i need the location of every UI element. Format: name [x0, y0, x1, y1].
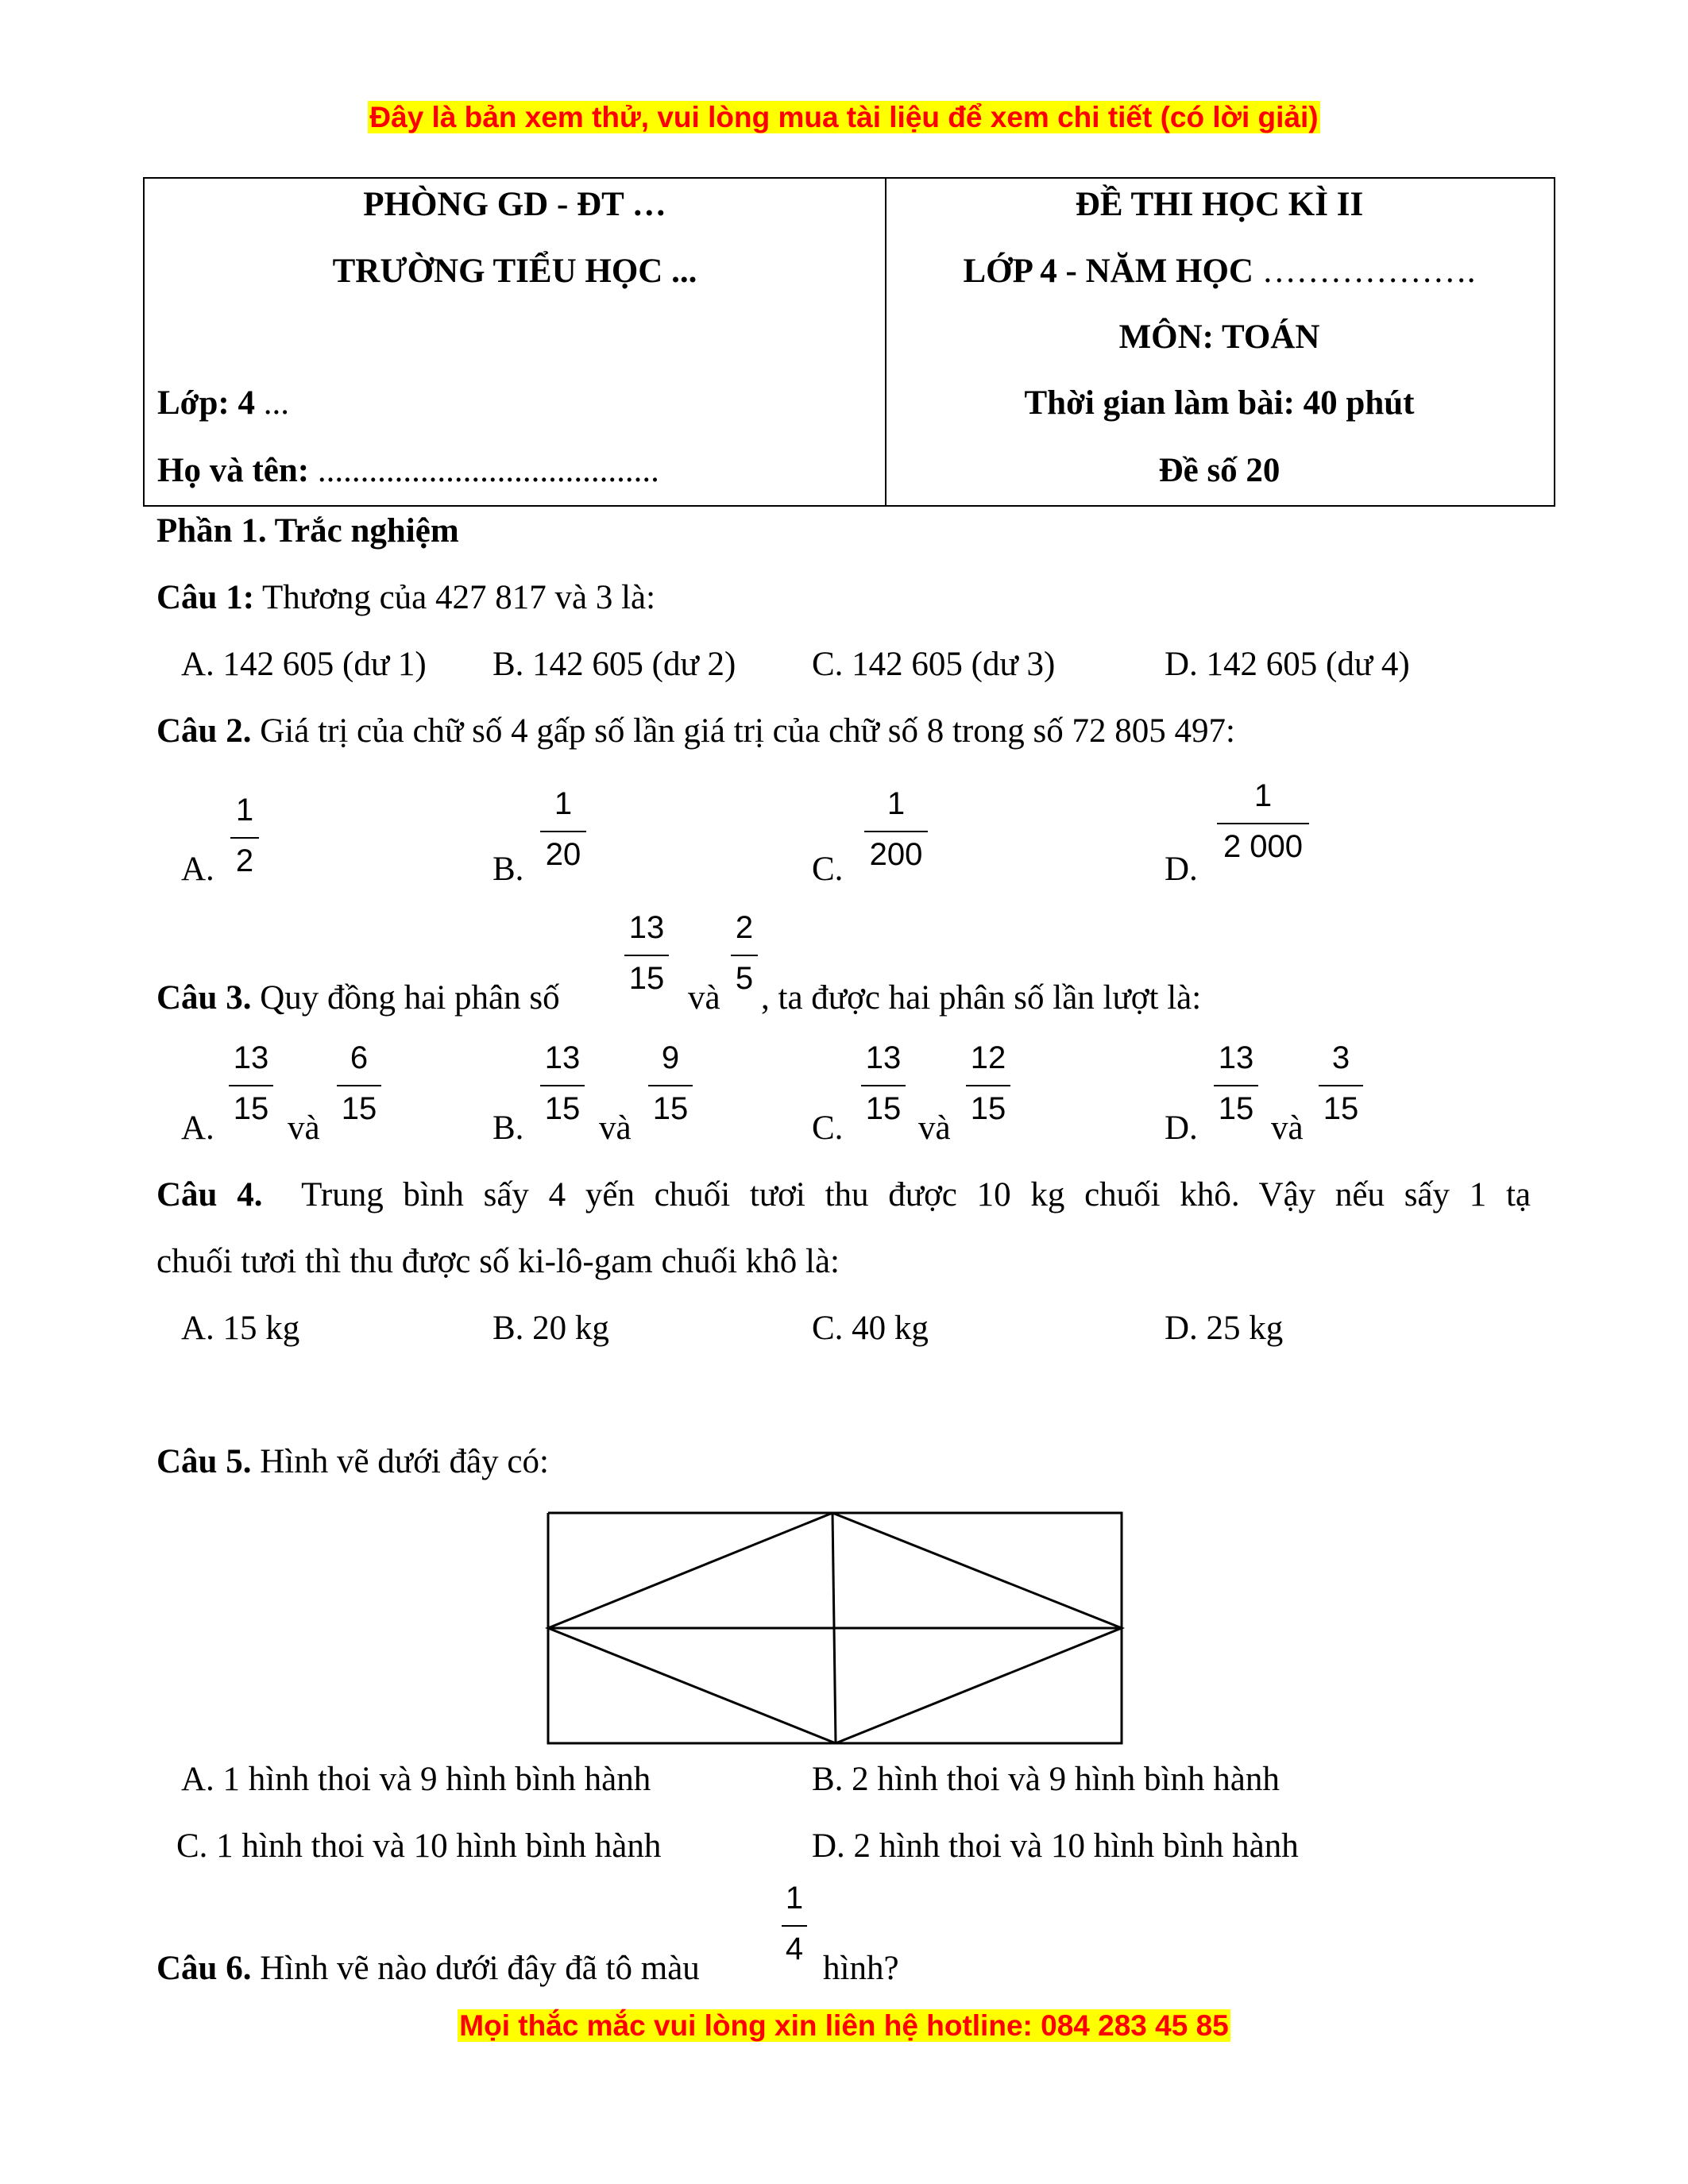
grade-year-line: LỚP 4 - NĂM HỌC ………………. [963, 253, 1476, 290]
q5-option-b[interactable]: B. 2 hình thoi và 9 hình bình hành [812, 1761, 1280, 1798]
header-left-cell [145, 179, 886, 505]
question-2: Câu 2. Giá trị của chữ số 4 gấp số lần giá trị của chữ số 8 trong số 72 805 497: [156, 712, 1235, 750]
hotline-banner: Mọi thắc mắc vui lòng xin liên hệ hotline: 084 283 45 85 [459, 2009, 1229, 2042]
q6-text-after: hình? [823, 1950, 899, 1987]
q3-option-c-fraction-1[interactable]: 13 15 [861, 1040, 906, 1126]
q3-option-a-and: và [288, 1109, 320, 1147]
school-name: TRƯỜNG TIỂU HỌC ... [332, 253, 697, 290]
exam-title: ĐỀ THI HỌC KÌ II [1075, 186, 1364, 223]
q4-option-c[interactable]: C. 40 kg [812, 1310, 929, 1347]
department-name: PHÒNG GD - ĐT … [363, 186, 666, 223]
q3-fraction-1: 13 15 [624, 910, 669, 996]
section-heading: Phần 1. Trắc nghiệm [156, 512, 459, 550]
q5-option-c[interactable]: C. 1 hình thoi và 10 hình bình hành [176, 1827, 662, 1865]
question-4-line-1: Câu 4. Trung bình sấy 4 yến chuối tươi thu được 10 kg chuối khô. Vậy nếu sấy 1 tạ [156, 1176, 1531, 1214]
subject-title: MÔN: TOÁN [1118, 318, 1320, 356]
exam-number: Đề số 20 [1158, 452, 1280, 489]
q3-option-c-and: và [918, 1109, 951, 1147]
student-name-line: Họ và tên: ........................................ [157, 452, 659, 489]
q1-option-d[interactable]: D. 142 605 (dư 4) [1165, 646, 1410, 683]
q3-option-d-letter[interactable]: D. [1165, 1109, 1198, 1147]
q3-and: và [688, 979, 720, 1017]
q1-option-a[interactable]: A. 142 605 (dư 1) [181, 646, 427, 683]
q2-option-b-letter[interactable]: B. [492, 851, 524, 888]
q2-option-c-fraction[interactable]: 1 200 [864, 786, 928, 872]
question-4-line-2: chuối tươi thì thu được số ki-lô-gam chuối khô là: [156, 1243, 840, 1280]
q3-option-b-letter[interactable]: B. [492, 1109, 524, 1147]
q4-option-b[interactable]: B. 20 kg [492, 1310, 609, 1347]
q3-option-a-letter[interactable]: A. [181, 1109, 214, 1147]
header-right-cell [885, 179, 1554, 505]
figure-vertical-midline [832, 1513, 836, 1743]
q1-option-b[interactable]: B. 142 605 (dư 2) [492, 646, 736, 683]
q3-fraction-2: 2 5 [731, 910, 758, 996]
q3-option-d-fraction-1[interactable]: 13 15 [1214, 1040, 1258, 1126]
q1-option-c[interactable]: C. 142 605 (dư 3) [812, 646, 1056, 683]
q2-option-c-letter[interactable]: C. [812, 851, 844, 888]
q2-option-d-fraction[interactable]: 1 2 000 [1217, 778, 1309, 864]
q3-option-b-fraction-1[interactable]: 13 15 [540, 1040, 585, 1126]
q2-option-a-letter[interactable]: A. [181, 851, 214, 888]
question-6-label: Câu 6. Hình vẽ nào dưới đây đã tô màu [156, 1950, 700, 1987]
question-5: Câu 5. Hình vẽ dưới đây có: [156, 1443, 549, 1480]
q4-option-a[interactable]: A. 15 kg [181, 1310, 300, 1347]
q3-text-after: , ta được hai phân số lần lượt là: [761, 979, 1202, 1017]
q3-option-a-fraction-2[interactable]: 6 15 [337, 1040, 381, 1126]
q2-option-b-fraction[interactable]: 1 20 [540, 786, 586, 872]
q2-option-a-fraction[interactable]: 1 2 [230, 793, 259, 878]
q5-option-a[interactable]: A. 1 hình thoi và 9 hình bình hành [181, 1761, 651, 1798]
q3-option-c-letter[interactable]: C. [812, 1109, 844, 1147]
q5-option-d[interactable]: D. 2 hình thoi và 10 hình bình hành [812, 1827, 1299, 1865]
q2-option-d-letter[interactable]: D. [1165, 851, 1198, 888]
question-1: Câu 1: Thương của 427 817 và 3 là: [156, 579, 656, 616]
question-3-label: Câu 3. Quy đồng hai phân số [156, 979, 560, 1017]
q3-option-b-and: và [599, 1109, 632, 1147]
q6-fraction: 1 4 [782, 1881, 807, 1966]
q3-option-c-fraction-2[interactable]: 12 15 [966, 1040, 1010, 1126]
exam-duration: Thời gian làm bài: 40 phút [1024, 384, 1415, 422]
rhombus-parallelogram-figure [540, 1505, 1128, 1751]
exam-header-table [143, 177, 1555, 507]
q3-option-d-fraction-2[interactable]: 3 15 [1319, 1040, 1363, 1126]
q3-option-d-and: và [1271, 1109, 1304, 1147]
q3-option-a-fraction-1[interactable]: 13 15 [229, 1040, 273, 1126]
q3-option-b-fraction-2[interactable]: 9 15 [648, 1040, 693, 1126]
q4-option-d[interactable]: D. 25 kg [1165, 1310, 1284, 1347]
class-line: Lớp: 4 ... [157, 384, 289, 422]
preview-banner: Đây là bản xem thử, vui lòng mua tài liệu để xem chi tiết (có lời giải) [369, 101, 1319, 133]
